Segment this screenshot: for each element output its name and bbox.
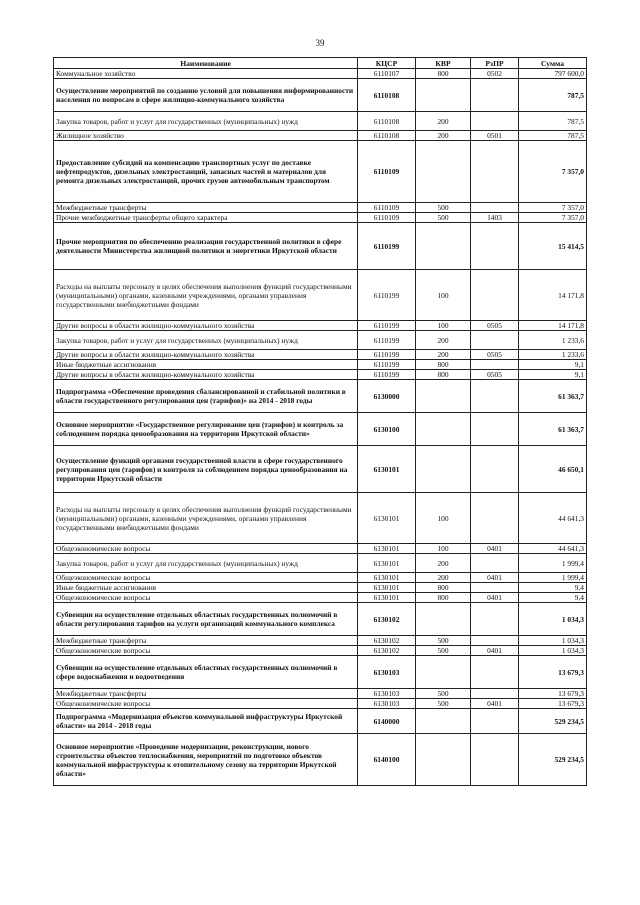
cell-sum: 797 600,0 <box>519 69 587 79</box>
table-row <box>54 689 587 699</box>
cell-rzpr <box>471 689 519 699</box>
cell-rzpr <box>471 270 519 321</box>
cell-rzpr <box>471 112 519 131</box>
cell-kvr <box>416 413 471 446</box>
table-row <box>54 69 587 79</box>
cell-kcsr: 6110108 <box>358 131 416 141</box>
table-row <box>54 636 587 646</box>
table-row <box>54 331 587 350</box>
cell-kvr: 200 <box>416 131 471 141</box>
cell-rzpr <box>471 141 519 203</box>
cell-sum: 13 679,3 <box>519 656 587 689</box>
table-row <box>54 446 587 493</box>
table-row <box>54 203 587 213</box>
cell-kcsr: 6130103 <box>358 699 416 709</box>
cell-kvr: 200 <box>416 554 471 573</box>
cell-kvr: 200 <box>416 112 471 131</box>
table-row <box>54 131 587 141</box>
cell-name: Предоставление субсидий на компенсацию транспортных услуг по доставке нефтепродуктов, дизельных электростанций, запасных частей и материалов для ремонта дизельных электростанций, прочих грузов автомобильным транспортом <box>54 141 358 203</box>
cell-sum: 529 234,5 <box>519 734 587 786</box>
cell-name: Иные бюджетные ассигнования <box>54 583 358 593</box>
cell-sum: 7 357,0 <box>519 141 587 203</box>
header-name: Наименование <box>54 58 358 69</box>
cell-rzpr <box>471 734 519 786</box>
header-sum: Сумма <box>519 58 587 69</box>
cell-sum: 787,5 <box>519 79 587 112</box>
cell-sum: 44 641,3 <box>519 544 587 554</box>
cell-sum: 1 233,6 <box>519 331 587 350</box>
cell-rzpr <box>471 223 519 270</box>
cell-name: Общеэкономические вопросы <box>54 573 358 583</box>
cell-sum: 9,1 <box>519 370 587 380</box>
cell-rzpr: 0502 <box>471 69 519 79</box>
table-row <box>54 734 587 786</box>
table-row <box>54 270 587 321</box>
header-kvr: КВР <box>416 58 471 69</box>
cell-kvr: 200 <box>416 331 471 350</box>
cell-kvr: 800 <box>416 583 471 593</box>
cell-kcsr: 6110199 <box>358 223 416 270</box>
cell-kvr <box>416 223 471 270</box>
cell-kcsr: 6130101 <box>358 544 416 554</box>
cell-sum: 1 034,3 <box>519 636 587 646</box>
cell-kcsr: 6110107 <box>358 69 416 79</box>
cell-rzpr <box>471 656 519 689</box>
cell-rzpr <box>471 493 519 544</box>
cell-kvr: 100 <box>416 321 471 331</box>
cell-name: Закупка товаров, работ и услуг для государственных (муниципальных) нужд <box>54 554 358 573</box>
cell-sum: 1 999,4 <box>519 554 587 573</box>
cell-name: Субвенции на осуществление отдельных областных государственных полномочий в сфере водоснабжения и водоотведения <box>54 656 358 689</box>
header-rzpr: РзПР <box>471 58 519 69</box>
cell-kcsr: 6110199 <box>358 331 416 350</box>
cell-kvr: 100 <box>416 544 471 554</box>
cell-name: Закупка товаров, работ и услуг для государственных (муниципальных) нужд <box>54 112 358 131</box>
cell-sum: 9,4 <box>519 583 587 593</box>
table-row <box>54 141 587 203</box>
table-row <box>54 583 587 593</box>
cell-kcsr: 6110199 <box>358 321 416 331</box>
cell-rzpr <box>471 583 519 593</box>
cell-rzpr <box>471 603 519 636</box>
cell-name: Подпрограмма «Обеспечение проведения сбалансированной и стабильной политики в области государственного регулирования цен (тарифов)» на 2014 - 2018 годы <box>54 380 358 413</box>
cell-name: Подпрограмма «Модернизация объектов коммунальной инфраструктуры Иркутской области» на 2014 - 2018 годы <box>54 709 358 734</box>
cell-sum: 1 233,6 <box>519 350 587 360</box>
cell-kcsr: 6140000 <box>358 709 416 734</box>
cell-name: Субвенции на осуществление отдельных областных государственных полномочий в области регулирования тарифов на услуги организаций коммунального комплекса <box>54 603 358 636</box>
cell-kcsr: 6130101 <box>358 583 416 593</box>
cell-name: Коммунальное хозяйство <box>54 69 358 79</box>
cell-name: Другие вопросы в области жилищно-коммунального хозяйства <box>54 350 358 360</box>
cell-rzpr <box>471 360 519 370</box>
table-row <box>54 593 587 603</box>
cell-name: Закупка товаров, работ и услуг для государственных (муниципальных) нужд <box>54 331 358 350</box>
cell-name: Расходы на выплаты персоналу в целях обеспечения выполнения функций государственными (муниципальными) органами, казенными учреждениями, органами управления государственными внебюджетными фондами <box>54 270 358 321</box>
cell-rzpr <box>471 331 519 350</box>
budget-table <box>53 57 587 786</box>
cell-kcsr: 6110108 <box>358 79 416 112</box>
cell-kvr: 500 <box>416 646 471 656</box>
cell-kvr: 800 <box>416 69 471 79</box>
cell-kcsr: 6130103 <box>358 689 416 699</box>
cell-kcsr: 6130102 <box>358 636 416 646</box>
cell-sum: 9,4 <box>519 593 587 603</box>
cell-kcsr: 6130101 <box>358 446 416 493</box>
table-row <box>54 79 587 112</box>
cell-kvr: 200 <box>416 350 471 360</box>
cell-kvr <box>416 734 471 786</box>
cell-kcsr: 6110109 <box>358 213 416 223</box>
cell-kvr <box>416 656 471 689</box>
cell-name: Другие вопросы в области жилищно-коммунального хозяйства <box>54 370 358 380</box>
cell-rzpr: 1403 <box>471 213 519 223</box>
cell-sum: 1 034,3 <box>519 603 587 636</box>
cell-sum: 787,5 <box>519 131 587 141</box>
cell-kcsr: 6130000 <box>358 380 416 413</box>
table-row <box>54 350 587 360</box>
header-kcsr: КЦСР <box>358 58 416 69</box>
table-row <box>54 554 587 573</box>
table-row <box>54 112 587 131</box>
cell-rzpr: 0505 <box>471 321 519 331</box>
table-row <box>54 603 587 636</box>
cell-kcsr: 6130101 <box>358 593 416 603</box>
cell-sum: 14 171,8 <box>519 321 587 331</box>
cell-sum: 13 679,3 <box>519 689 587 699</box>
cell-name: Расходы на выплаты персоналу в целях обеспечения выполнения функций государственными (муниципальными) органами, казенными учреждениями, органами управления государственными внебюджетными фондами <box>54 493 358 544</box>
cell-sum: 15 414,5 <box>519 223 587 270</box>
cell-name: Общеэкономические вопросы <box>54 593 358 603</box>
cell-sum: 529 234,5 <box>519 709 587 734</box>
cell-rzpr <box>471 446 519 493</box>
cell-kvr: 800 <box>416 360 471 370</box>
table-row <box>54 321 587 331</box>
cell-kvr: 100 <box>416 270 471 321</box>
cell-rzpr <box>471 413 519 446</box>
table-row <box>54 493 587 544</box>
cell-rzpr: 0401 <box>471 646 519 656</box>
cell-sum: 61 363,7 <box>519 413 587 446</box>
cell-rzpr: 0401 <box>471 573 519 583</box>
cell-kvr: 200 <box>416 573 471 583</box>
cell-sum: 13 679,3 <box>519 699 587 709</box>
table-row <box>54 544 587 554</box>
cell-kcsr: 6130100 <box>358 413 416 446</box>
cell-rzpr: 0401 <box>471 699 519 709</box>
cell-kvr <box>416 79 471 112</box>
table-row <box>54 656 587 689</box>
cell-rzpr: 0505 <box>471 350 519 360</box>
cell-name: Общеэкономические вопросы <box>54 544 358 554</box>
cell-name: Общеэкономические вопросы <box>54 699 358 709</box>
cell-kvr: 800 <box>416 593 471 603</box>
cell-name: Прочие мероприятия по обеспечению реализации государственной политики в сфере деятельности Министерства жилищной политики и энергетики Иркутской области <box>54 223 358 270</box>
cell-name: Межбюджетные трансферты <box>54 689 358 699</box>
cell-kcsr: 6110109 <box>358 141 416 203</box>
cell-sum: 787,5 <box>519 112 587 131</box>
table-row <box>54 360 587 370</box>
cell-rzpr <box>471 380 519 413</box>
cell-kcsr: 6130103 <box>358 656 416 689</box>
table-row <box>54 370 587 380</box>
cell-kcsr: 6110199 <box>358 370 416 380</box>
cell-sum: 1 999,4 <box>519 573 587 583</box>
cell-kcsr: 6130102 <box>358 646 416 656</box>
table-row <box>54 709 587 734</box>
cell-kvr: 500 <box>416 699 471 709</box>
cell-name: Основное мероприятие «Проведение модернизации, реконструкции, нового строительства объектов теплоснабжения, мероприятий по подготовке объектов коммунальной инфраструктуры к отопительному сезону на территории Иркутской области» <box>54 734 358 786</box>
cell-kvr: 500 <box>416 203 471 213</box>
cell-name: Другие вопросы в области жилищно-коммунального хозяйства <box>54 321 358 331</box>
cell-sum: 44 641,3 <box>519 493 587 544</box>
table-row <box>54 213 587 223</box>
cell-kvr: 500 <box>416 213 471 223</box>
cell-name: Жилищное хозяйство <box>54 131 358 141</box>
cell-name: Межбюджетные трансферты <box>54 636 358 646</box>
table-body <box>54 69 587 786</box>
table-row <box>54 223 587 270</box>
cell-rzpr <box>471 554 519 573</box>
cell-name: Осуществление функций органами государственной власти в сфере государственного регулирования цен (тарифов) и контроля за соблюдением порядка ценообразования на территории Иркутской области <box>54 446 358 493</box>
cell-sum: 9,1 <box>519 360 587 370</box>
cell-kcsr: 6110108 <box>358 112 416 131</box>
cell-name: Межбюджетные трансферты <box>54 203 358 213</box>
cell-kvr <box>416 709 471 734</box>
cell-rzpr: 0505 <box>471 370 519 380</box>
table-row <box>54 380 587 413</box>
cell-rzpr: 0501 <box>471 131 519 141</box>
cell-kcsr: 6110199 <box>358 350 416 360</box>
cell-sum: 1 034,3 <box>519 646 587 656</box>
table-row <box>54 573 587 583</box>
cell-rzpr <box>471 79 519 112</box>
cell-kcsr: 6110109 <box>358 203 416 213</box>
cell-kvr <box>416 380 471 413</box>
cell-kcsr: 6140100 <box>358 734 416 786</box>
cell-kvr: 100 <box>416 493 471 544</box>
cell-name: Иные бюджетные ассигнования <box>54 360 358 370</box>
cell-rzpr: 0401 <box>471 593 519 603</box>
cell-kvr: 800 <box>416 370 471 380</box>
cell-sum: 7 357,0 <box>519 213 587 223</box>
table-row <box>54 413 587 446</box>
table-row <box>54 646 587 656</box>
cell-kcsr: 6130102 <box>358 603 416 636</box>
cell-kcsr: 6110199 <box>358 360 416 370</box>
cell-kcsr: 6110199 <box>358 270 416 321</box>
table-header-row <box>54 58 587 69</box>
table-row <box>54 699 587 709</box>
cell-kcsr: 6130101 <box>358 554 416 573</box>
cell-name: Прочие межбюджетные трансферты общего характера <box>54 213 358 223</box>
cell-sum: 61 363,7 <box>519 380 587 413</box>
cell-sum: 46 650,1 <box>519 446 587 493</box>
cell-kcsr: 6130101 <box>358 493 416 544</box>
cell-sum: 7 357,0 <box>519 203 587 213</box>
cell-kvr: 500 <box>416 689 471 699</box>
cell-rzpr <box>471 636 519 646</box>
cell-kvr <box>416 603 471 636</box>
page-number: 39 <box>315 38 325 48</box>
cell-kvr: 500 <box>416 636 471 646</box>
cell-rzpr: 0401 <box>471 544 519 554</box>
cell-kcsr: 6130101 <box>358 573 416 583</box>
cell-name: Общеэкономические вопросы <box>54 646 358 656</box>
cell-rzpr <box>471 203 519 213</box>
cell-sum: 14 171,8 <box>519 270 587 321</box>
cell-kvr <box>416 141 471 203</box>
cell-name: Осуществление мероприятий по созданию условий для повышения информированности населения по вопросам в сфере жилищно-коммунального хозяйства <box>54 79 358 112</box>
cell-name: Основное мероприятие «Государственное регулирование цен (тарифов) и контроль за соблюдением порядка ценообразования на территории Иркутской области» <box>54 413 358 446</box>
cell-rzpr <box>471 709 519 734</box>
cell-kvr <box>416 446 471 493</box>
